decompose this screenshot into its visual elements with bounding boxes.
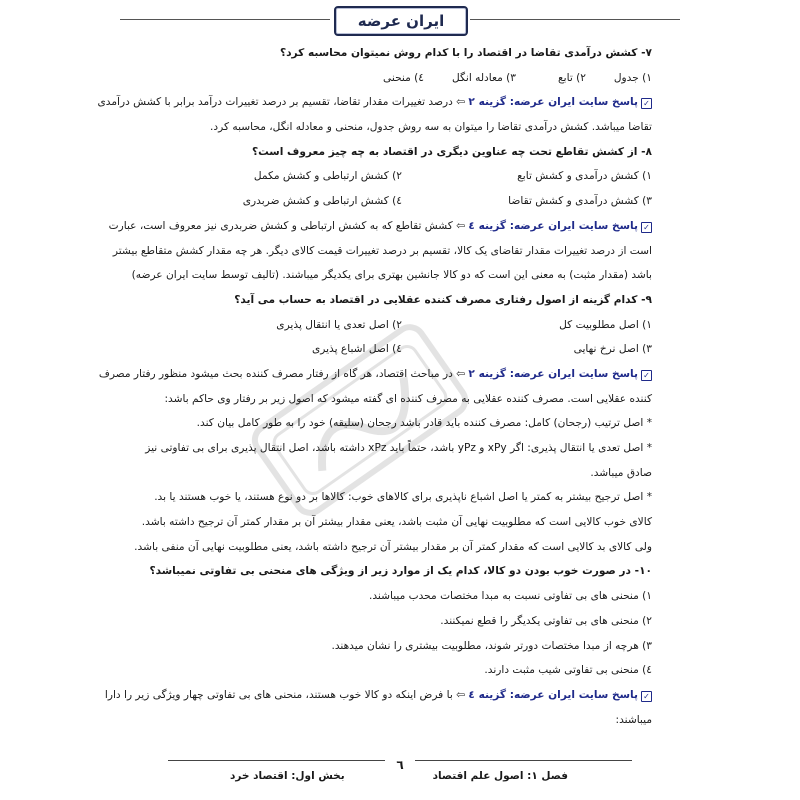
text-line: میباشند: <box>615 713 652 726</box>
option-item: ۳) اصل نرخ نهایی <box>573 343 652 356</box>
question-line: ۱۰- در صورت خوب بودن دو کالا، کدام یک از موارد زیر از ویژگی های منحنی بی تفاوتی نمیباشد؟ <box>149 565 652 578</box>
text-line: * اصل ترجیح بیشتر به کمتر یا اصل اشباع ناپذیری برای کالاهای خوب: کالاها بر دو نوع هستند، یا خوب هستند یا بد. <box>154 491 652 504</box>
header-rule-right <box>470 19 680 20</box>
option-item: ۲) اصل تعدی یا انتقال پذیری <box>276 318 402 331</box>
text-line: ٤) منحنی بی تفاوتی شیب مثبت دارند. <box>484 664 652 677</box>
answer-label: پاسخ سایت ایران عرضه: گزینه ۲ <box>468 96 638 109</box>
option-item: ۲) کشش ارتباطی و کشش مکمل <box>253 170 402 183</box>
option-item: ٤) کشش ارتباطی و کشش ضربدری <box>242 195 402 208</box>
options-row <box>148 189 652 214</box>
options-row <box>148 313 652 338</box>
header-rule-left <box>120 19 330 20</box>
footer-chapter: فصل ۱: اصول علم اقتصاد <box>432 770 568 782</box>
text-line: ۳) هرچه از مبدا مختصات دورتر شوند، مطلوبیت بیشتری را نشان میدهند. <box>331 639 652 652</box>
text-line: باشد (مقدار مثبت) به معنی این است که دو کالا جانشین بهتری برای یکدیگر میباشند. (تالیف توسط سایت ایران عرضه) <box>131 269 652 282</box>
footer-section: بخش اول: اقتصاد خرد <box>230 770 345 782</box>
answer-line <box>97 90 652 115</box>
answer-label: پاسخ سایت ایران عرضه: گزینه ٤ <box>468 688 638 701</box>
answer-label: پاسخ سایت ایران عرضه: گزینه ٤ <box>468 219 638 232</box>
page-number: ٦ <box>385 758 415 772</box>
answer-text: ⇦ با فرض اینکه دو کالا خوب هستند، منحنی های بی تفاوتی چهار ویژگی زیر را دارا <box>104 688 469 701</box>
answer-text: ⇦ کشش تقاطع که به کشش ارتباطی و کشش ضربدری نیز معروف است، عبارت <box>108 219 469 232</box>
option-item: ٤) اصل اشباع پذیری <box>311 343 402 356</box>
question-line: ۹- کدام گزینه از اصول رفتاری مصرف کننده عقلایی در اقتصاد به حساب می آید؟ <box>234 293 652 306</box>
check-box-icon: ✓ <box>641 222 652 233</box>
text-line: صادق میباشد. <box>590 466 652 479</box>
question-line: ۸- از کشش تقاطع تحت چه عناوین دیگری در اقتصاد به چه چیز معروف است؟ <box>251 145 652 158</box>
text-line: ۱) منحنی های بی تفاوتی نسبت به مبدا مختصات محدب میباشند. <box>368 590 652 603</box>
check-box-icon: ✓ <box>641 370 652 381</box>
options-row <box>148 337 652 362</box>
text-line: است از درصد تغییرات مقدار تقاضای یک کالا، تقسیم بر درصد تغییرات قیمت کالای دیگر. هر چه مقدار کشش متقاطع بیشتر <box>112 244 652 257</box>
document-body <box>97 41 652 732</box>
option-item: ۱) کشش درآمدی و کشش تابع <box>517 170 652 183</box>
text-line: * اصل ترتیب (رجحان) کامل: مصرف کننده باید قادر باشد رجحان (سلیقه) خود را به طور کامل بیان کند. <box>196 417 652 430</box>
option-item: ۱) اصل مطلوبیت کل <box>559 318 652 331</box>
options-row <box>148 66 652 91</box>
text-line: تقاضا میباشد. کشش درآمدی تقاضا را میتوان به سه روش جدول، منحنی و معادله انگل، محاسبه کرد. <box>210 121 652 134</box>
answer-line <box>108 214 652 239</box>
answer-text: ⇦ در مباحث اقتصاد، هر گاه از رفتار مصرف کننده بحث میشود منظور رفتار مصرف <box>98 367 469 380</box>
site-logo <box>334 6 468 36</box>
text-line: * اصل تعدی یا انتقال پذیری: اگر xPy و yPz باشد، حتماً باید xPz داشته باشد، اصل انتقال پذیری برای بی تفاوتی نیز <box>145 442 652 454</box>
option-item: ٤) منحنی <box>383 71 424 84</box>
option-item: ۱) جدول <box>613 71 652 84</box>
text-line: ولی کالای بد کالایی است که مقدار کمتر آن بر مقدار بیشتر آن ترجیح داشته باشد، یعنی مطلوبیت نهایی آن منفی باشد. <box>134 540 652 553</box>
text-line: ۲) منحنی های بی تفاوتی یکدیگر را قطع نمیکنند. <box>440 614 652 627</box>
option-item: ۲) تابع <box>558 71 586 84</box>
check-box-icon: ✓ <box>641 691 652 702</box>
answer-line <box>104 683 652 708</box>
text-line: کالای خوب کالایی است که مطلوبیت نهایی آن مثبت باشد، یعنی مقدار بیشتر آن بر مقدار کمتر آن ترجیح داشته باشد. <box>141 516 652 529</box>
text-line: کننده عقلایی است. مصرف کننده عقلایی به مصرف کننده ای گفته میشود که اصول زیر بر رفتار وی حاکم باشد: <box>164 392 652 405</box>
options-row <box>148 164 652 189</box>
logo-text: ایران عرضه <box>357 12 445 30</box>
option-item: ۳) کشش درآمدی و کشش تقاضا <box>508 195 652 208</box>
answer-text: ⇦ درصد تغییرات مقدار تقاضا، تقسیم بر درصد تغییرات درآمد برابر با کشش درآمدی <box>97 96 469 109</box>
answer-line <box>98 362 652 387</box>
answer-label: پاسخ سایت ایران عرضه: گزینه ۲ <box>468 367 638 380</box>
check-box-icon: ✓ <box>641 98 652 109</box>
question-line: ۷- کشش درآمدی تقاضا در اقتصاد را با کدام روش نمیتوان محاسبه کرد؟ <box>279 47 652 59</box>
option-item: ۳) معادله انگل <box>452 71 516 84</box>
